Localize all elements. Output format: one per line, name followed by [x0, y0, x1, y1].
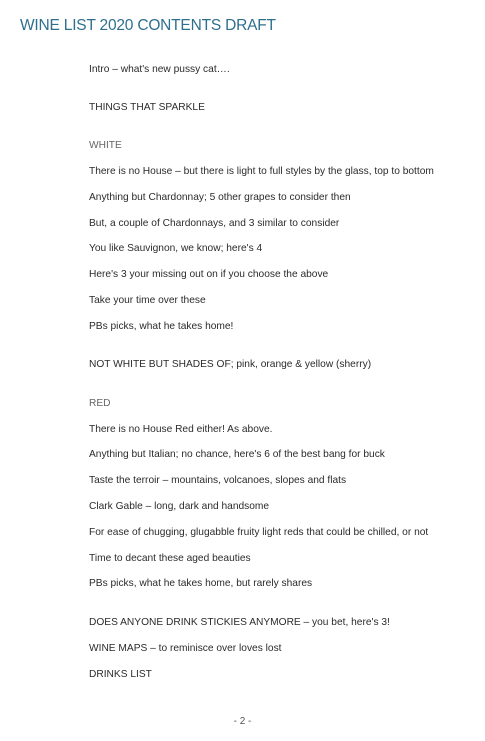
intro-line: Intro – what's new pussy cat….: [89, 64, 230, 75]
white-item: There is no House – but there is light to full styles by the glass, top to bottom: [89, 166, 434, 177]
red-item: PBs picks, what he takes home, but rarely shares: [89, 578, 313, 589]
red-heading: RED: [89, 398, 111, 409]
red-item: Anything but Italian; no chance, here's 6 of the best bang for buck: [89, 449, 385, 460]
sparkle-heading: THINGS THAT SPARKLE: [89, 102, 205, 113]
white-heading: WHITE: [89, 140, 122, 151]
stickies-description: – you bet, here's 3!: [300, 617, 390, 628]
red-item: Clark Gable – long, dark and handsome: [89, 501, 270, 512]
red-item: For ease of chugging, glugabble fruity light reds that could be chilled, or not: [89, 527, 429, 538]
white-item: You like Sauvignon, we know; here's 4: [89, 243, 263, 254]
white-item: Anything but Chardonnay; 5 other grapes to consider then: [89, 192, 351, 203]
red-item: Time to decant these aged beauties: [89, 553, 251, 564]
maps-line: [89, 643, 282, 655]
shades-description: ; pink, orange & yellow (sherry): [230, 359, 372, 370]
stickies-heading: DOES ANYONE DRINK STICKIES ANYMORE: [89, 617, 301, 628]
document-title: WINE LIST 2020 CONTENTS DRAFT: [20, 17, 276, 34]
red-item: Taste the terroir – mountains, volcanoes, slopes and flats: [89, 475, 347, 486]
white-item: PBs picks, what he takes home!: [89, 321, 234, 332]
red-item: There is no House Red either! As above.: [89, 424, 273, 435]
maps-description: – to reminisce over loves lost: [147, 643, 282, 654]
white-item: Here's 3 your missing out on if you choose the above: [89, 269, 329, 280]
white-item: Take your time over these: [89, 295, 206, 306]
stickies-line: [89, 617, 390, 629]
white-item: But, a couple of Chardonnays, and 3 similar to consider: [89, 218, 340, 229]
shades-line: [89, 359, 371, 371]
page-number: - 2 -: [233, 716, 252, 727]
drinks-heading: DRINKS LIST: [89, 669, 152, 680]
maps-heading: WINE MAPS: [89, 643, 148, 654]
shades-heading: NOT WHITE BUT SHADES OF: [89, 359, 231, 370]
